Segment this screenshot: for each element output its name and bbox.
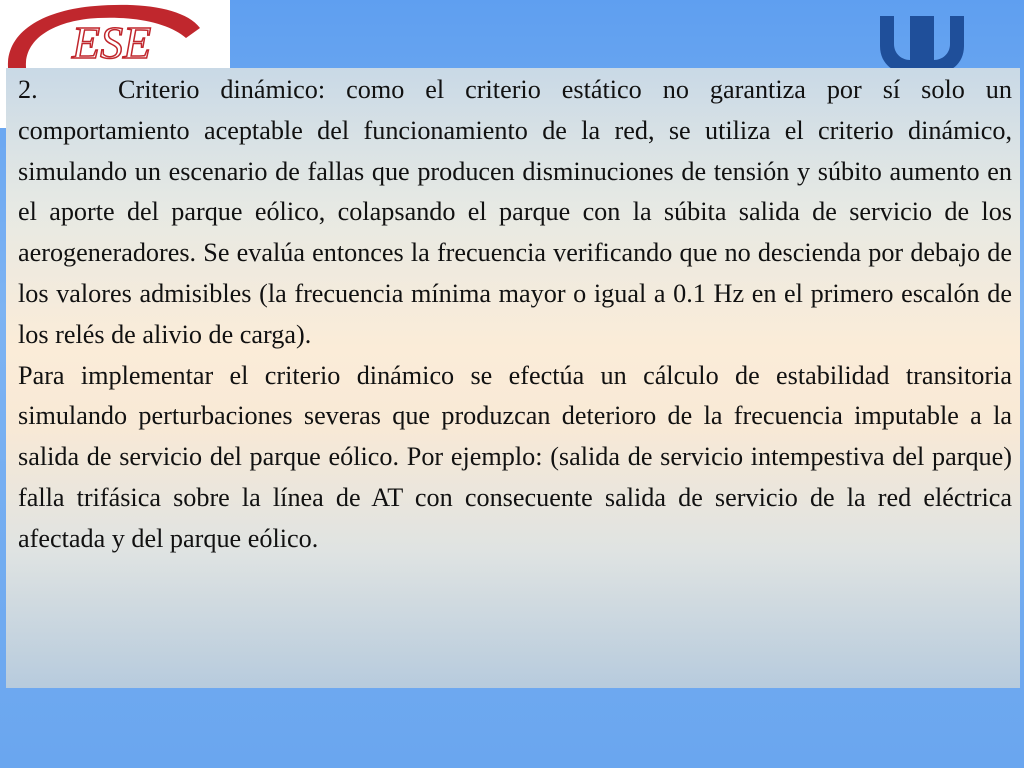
paragraph-1-text: Criterio dinámico: como el criterio estático no garantiza por sí solo un comportamiento aceptable del funcionamiento de la red, se utiliza el criterio dinámico, simulando un escenario de fallas que producen disminuciones de tensión y súbito aumento en el aporte del parque eólico, colapsando el parque con la súbita salida de servicio de los aerogeneradores. Se evalúa entonces la frecuencia verificando que no descienda por debajo de los valores admisibles (la frecuencia mínima mayor o igual a 0.1 Hz en el primero escalón de los relés de alivio de carga). [18,75,1012,349]
logo-ese-text: ESE [72,17,152,68]
slide-body-text [18,70,1012,560]
paragraph-dynamic-criterion [18,70,1012,356]
item-number: 2. [18,75,38,104]
paragraph-implementation: Para implementar el criterio dinámico se efectúa un cálculo de estabilidad transitoria simulando perturbaciones severas que produzcan deterioro de la frecuencia imputable a la salida de servicio del parque eólico. Por ejemplo: (salida de servicio intempestiva del parque) falla trifásica sobre la línea de AT con consecuente salida de servicio de la red eléctrica afectada y del parque eólico. [18,360,1012,553]
